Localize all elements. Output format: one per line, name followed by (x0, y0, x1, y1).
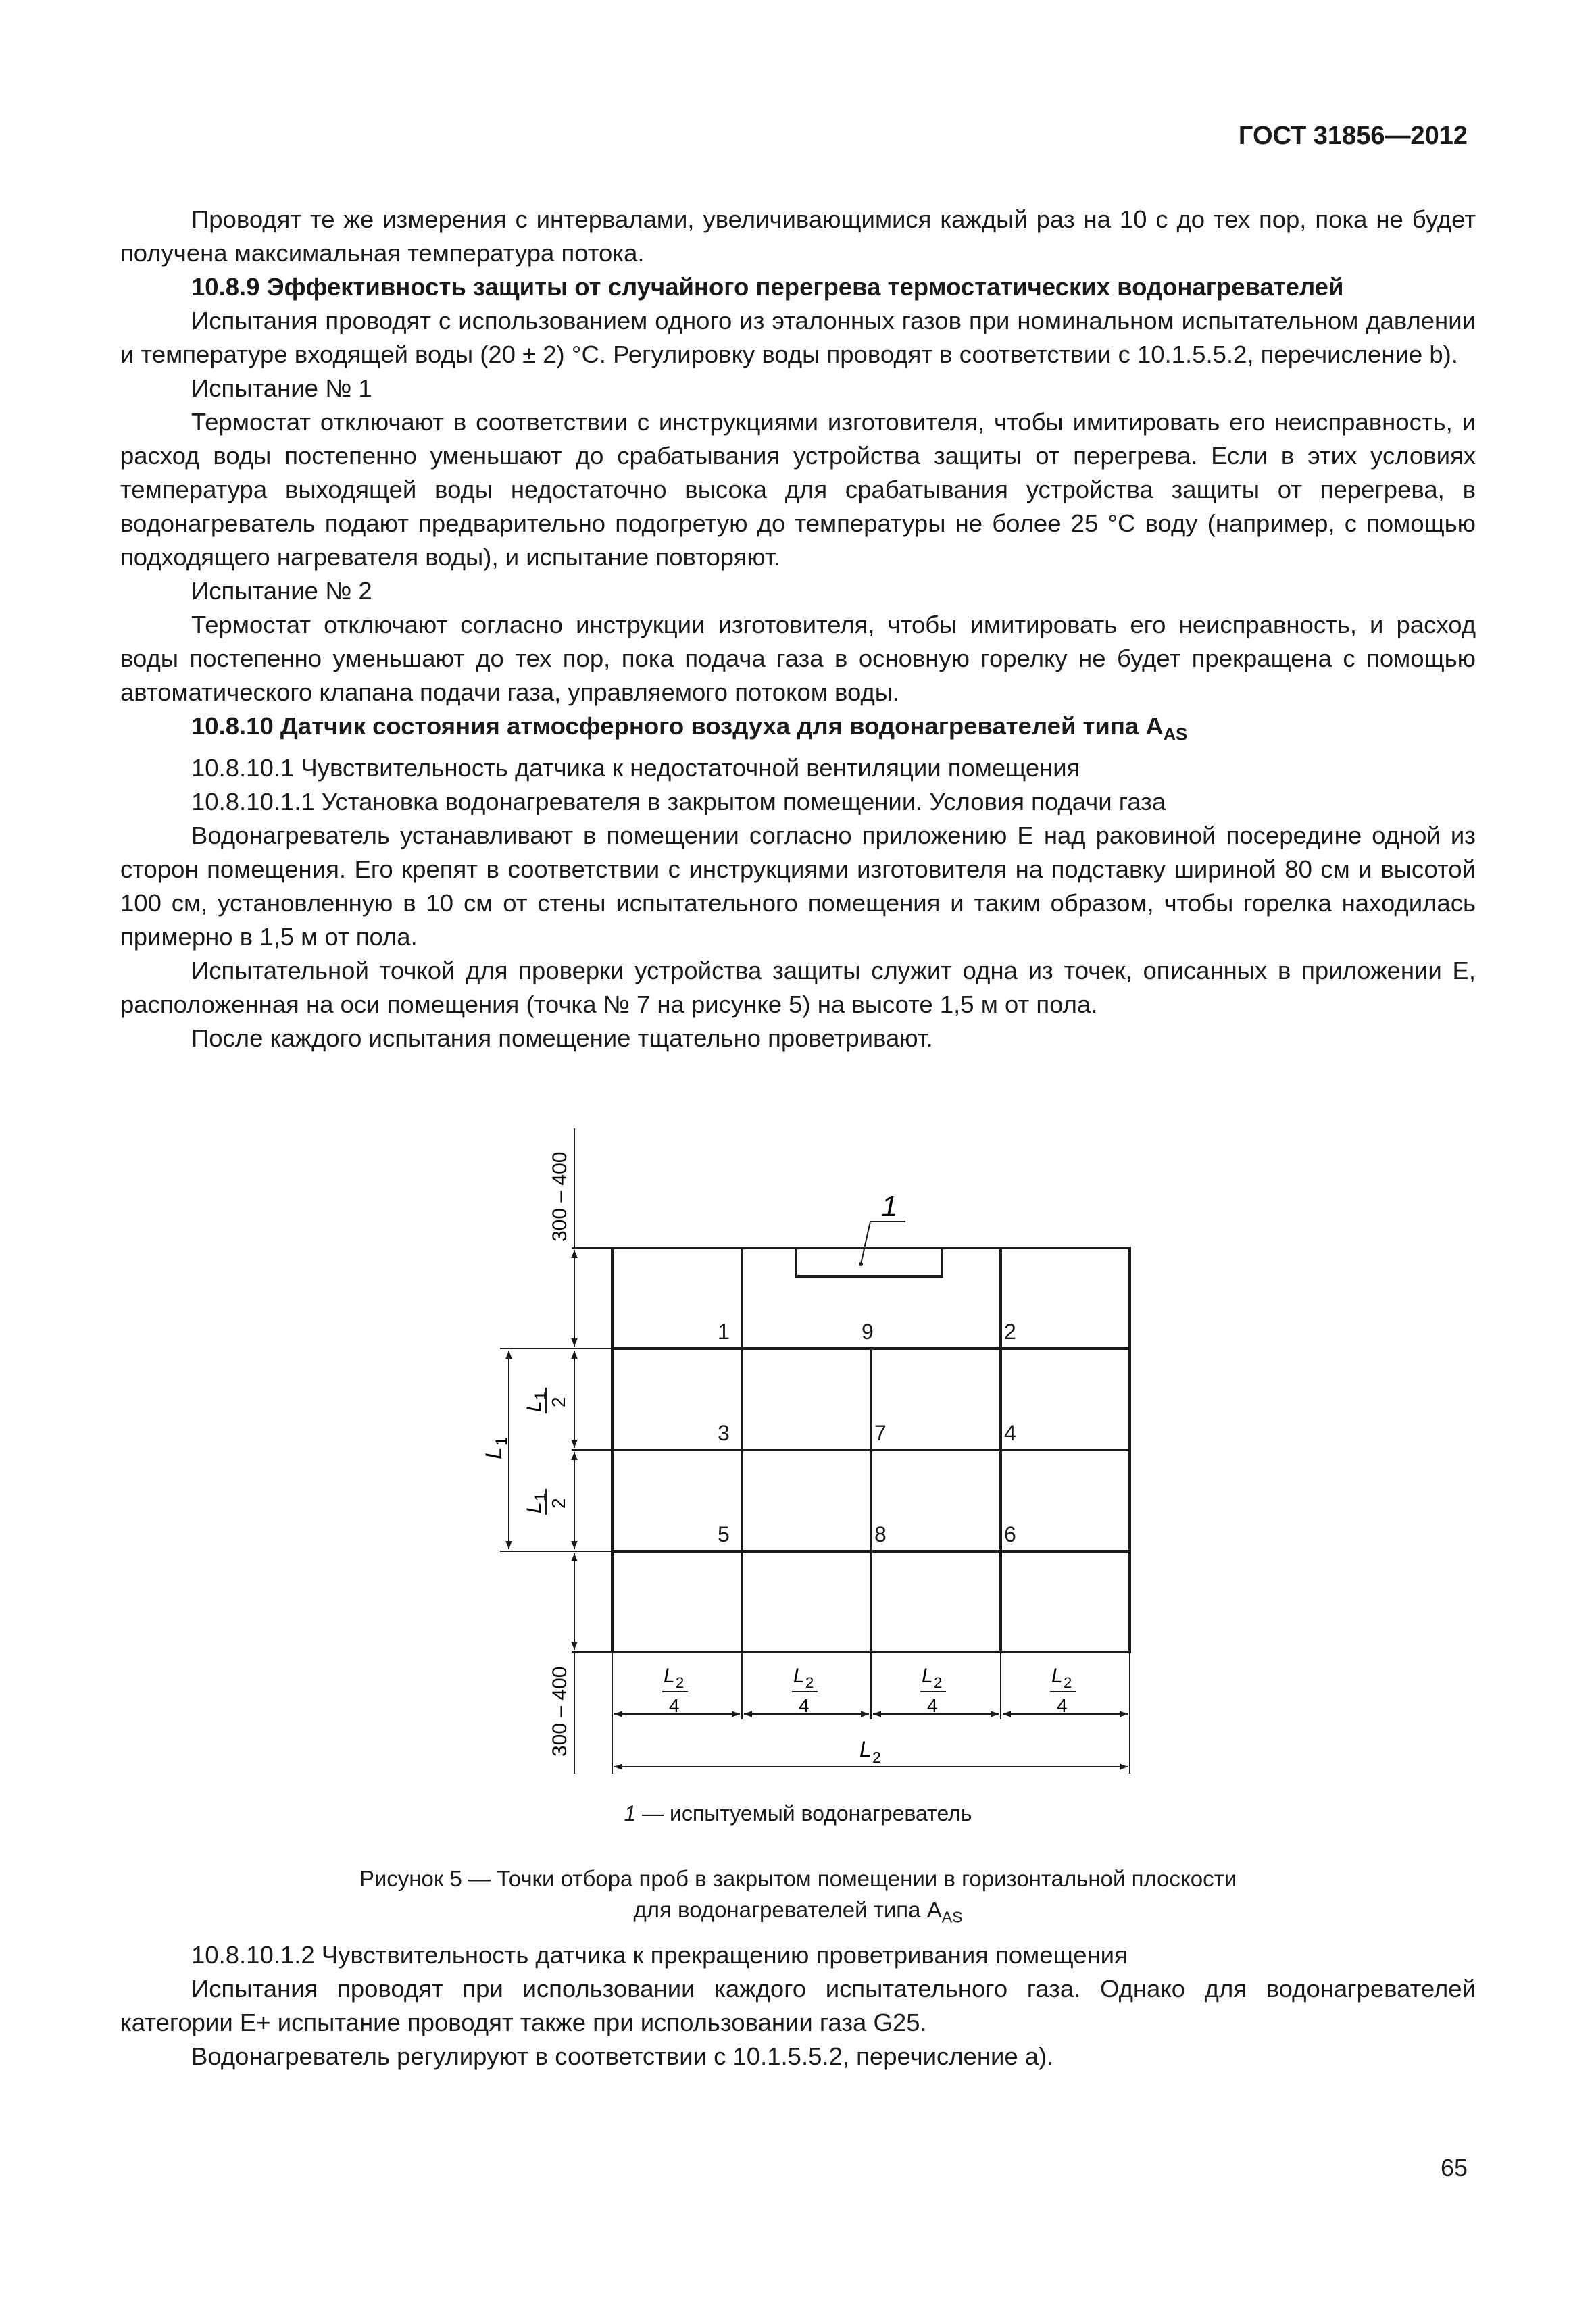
point-label: 6 (1004, 1522, 1016, 1546)
paragraph: Термостат отключают согласно инструкции изготовителя, чтобы имитировать его неисправность, и расход воды постепенно уменьшают до тех пор, пока подача газа в основную горелку не будет прекращена с помощью автоматического клапана подачи газа, управляемого потоком воды. (120, 611, 1476, 706)
fraction-denominator: 4 (799, 1695, 809, 1716)
L1-label (481, 1437, 511, 1459)
paragraph: Испытательной точкой для проверки устройства защиты служит одна из точек, описанных в приложении Е, расположенная на оси помещения (точка № 7 на рисунке 5) на высоте 1,5 м от пола. (120, 957, 1476, 1019)
L2-quarter-fraction (792, 1665, 818, 1716)
fraction-denominator: 2 (548, 1397, 569, 1407)
legend-text: — испытуемый водонагреватель (636, 1801, 972, 1826)
point-label: 5 (718, 1522, 730, 1546)
L1-subscript: 1 (493, 1436, 511, 1446)
L2-subscript: 2 (872, 1749, 881, 1766)
fraction-subscript: 1 (532, 1391, 549, 1400)
room-grid-svg (473, 1122, 1149, 1797)
caption-subscript: AS (941, 1908, 963, 1926)
paragraph: Испытания проводят при использовании каждого испытательного газа. Однако для водонагревателей категории Е+ испытание проводят также при использовании газа G25. (120, 1975, 1476, 2036)
body-text-bottom (120, 1938, 1476, 2073)
point-label: 1 (718, 1319, 730, 1344)
caption-line-1: Рисунок 5 — Точки отбора проб в закрытом помещении в горизонтальной плоскости (359, 1866, 1237, 1891)
figure-5-diagram (473, 1122, 1149, 1801)
section-heading-10-8-9: 10.8.9 Эффективность защиты от случайного перегрева термостатических водонагревателей (191, 273, 1344, 301)
fraction-numerator: L (523, 1502, 545, 1513)
fraction-denominator: 4 (1057, 1695, 1068, 1716)
fraction-denominator: 4 (669, 1695, 680, 1716)
fraction-numerator: L (793, 1665, 805, 1687)
section-heading-subscript: AS (1163, 725, 1188, 745)
figure-legend (0, 1801, 1596, 1826)
dim-label-bottom: 300 – 400 (549, 1666, 571, 1757)
point-label: 7 (874, 1421, 887, 1445)
test-heading-2: Испытание № 2 (191, 577, 372, 605)
point-label: 9 (862, 1319, 874, 1344)
point-label: 8 (874, 1522, 887, 1546)
subsection-heading: 10.8.10.1 Чувствительность датчика к недостаточной вентиляции помещения (191, 754, 1080, 782)
figure-caption (0, 1863, 1596, 1933)
fraction-denominator: 2 (548, 1498, 569, 1509)
fraction-numerator: L (922, 1665, 933, 1687)
L2-quarter-fraction (662, 1665, 688, 1716)
point-label: 3 (718, 1421, 730, 1445)
test-heading-1: Испытание № 1 (191, 374, 372, 402)
paragraph: После каждого испытания помещение тщательно проветривают. (191, 1024, 933, 1053)
L2-quarter-fraction (920, 1665, 946, 1716)
section-heading-text: 10.8.10 Датчик состояния атмосферного воздуха для водонагревателей типа A (191, 712, 1164, 740)
room-grid (612, 1248, 1130, 1652)
subsection-heading: 10.8.10.1.1 Установка водонагревателя в закрытом помещении. Условия подачи газа (191, 788, 1166, 816)
fraction-numerator: L (1051, 1665, 1063, 1687)
sampling-points (718, 1319, 1016, 1546)
paragraph: Термостат отключают в соответствии с инструкциями изготовителя, чтобы имитировать его неисправность, и расход воды постепенно уменьшают до срабатывания устройства защиты от перегрева. Если в этих условиях температура выходящей воды недостаточно высока для срабатывания устройства защиты от перегрева, в водонагреватель подают предварительно подогретую до температуры не более 25 °С воду (например, с помощью подходящего нагревателя воды), и испытание повторяют. (120, 408, 1476, 571)
point-label: 4 (1004, 1421, 1016, 1445)
subsection-heading: 10.8.10.1.2 Чувствительность датчика к прекращению проветривания помещения (191, 1941, 1128, 1969)
L2-letter: L (859, 1737, 872, 1761)
L1-half-fraction (523, 1388, 569, 1413)
callout-label: 1 (881, 1190, 898, 1223)
L2-quarter-fraction (1050, 1665, 1076, 1716)
fraction-denominator: 4 (927, 1695, 938, 1716)
fraction-subscript: 2 (934, 1674, 943, 1691)
paragraph: Проводят те же измерения с интервалами, увеличивающимися каждый раз на 10 с до тех пор, пока не будет получена максимальная температура потока. (120, 205, 1476, 267)
fraction-numerator: L (523, 1401, 545, 1412)
body-text-top (120, 203, 1476, 1055)
legend-number: 1 (624, 1801, 637, 1826)
fraction-subscript: 2 (805, 1674, 814, 1691)
paragraph: Водонагреватель устанавливают в помещении согласно приложению Е над раковиной посередине одной из сторон помещения. Его крепят в соответствии с инструкциями изготовителя на подставку шириной 80 см и высотой 100 см, установленную в 10 см от стены испытательного помещения и таким образом, чтобы горелка находилась примерно в 1,5 м от пола. (120, 822, 1476, 951)
paragraph: Испытания проводят с использованием одного из эталонных газов при номинальном испытательном давлении и температуре входящей воды (20 ± 2) °С. Регулировку воды проводят в соответствии с 10.1.5.5.2, перечисление b). (120, 307, 1476, 368)
document-code: ГОСТ 31856—2012 (1238, 122, 1468, 150)
L2-label (859, 1737, 881, 1766)
dim-label-top: 300 – 400 (549, 1151, 571, 1242)
fraction-subscript: 1 (532, 1492, 549, 1501)
fraction-numerator: L (664, 1665, 675, 1687)
caption-line-2-text: для водонагревателей типа A (633, 1897, 942, 1922)
caption-line-2 (0, 1894, 1596, 1933)
section-heading-10-8-10 (120, 709, 1476, 751)
paragraph: Водонагреватель регулируют в соответствии с 10.1.5.5.2, перечисление а). (191, 2042, 1054, 2070)
water-heater-box (796, 1248, 942, 1276)
page-number: 65 (1440, 2154, 1468, 2182)
callout-1 (859, 1190, 905, 1266)
fraction-subscript: 2 (1064, 1674, 1072, 1691)
L1-half-fraction (523, 1489, 569, 1515)
fraction-subscript: 2 (676, 1674, 684, 1691)
L1-letter: L (481, 1447, 507, 1459)
point-label: 2 (1004, 1319, 1016, 1344)
